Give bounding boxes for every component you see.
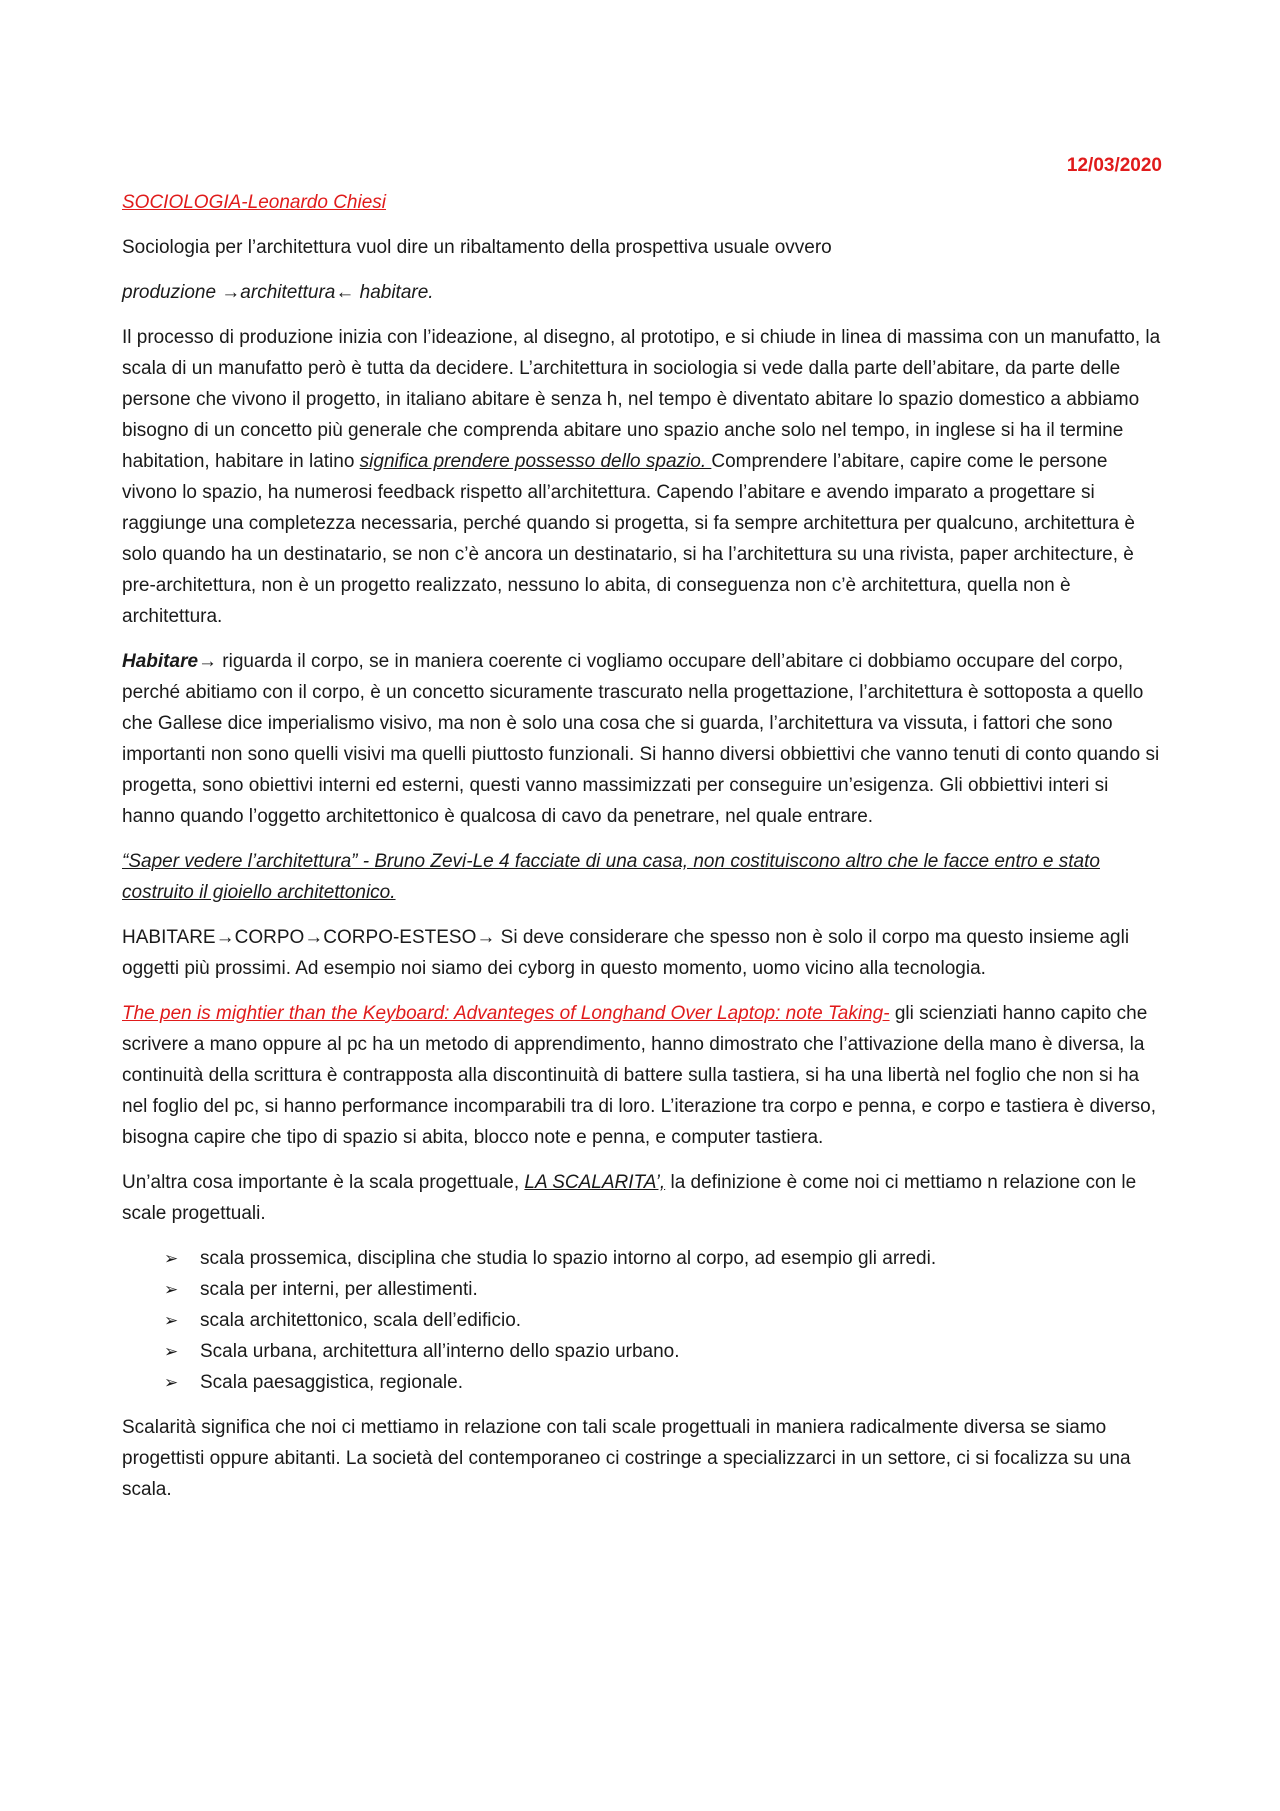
paragraph-text: la definizione è come noi ci mettiamo n relazione con le scale progettuali. xyxy=(122,1172,1137,1224)
list-item-text: Scala paesaggistica, regionale. xyxy=(200,1372,464,1393)
flow-line xyxy=(122,277,1162,308)
paragraph-text: Il processo di produzione inizia con l’ideazione, al disegno, al prototipo, e si chiude in linea di massima con un manufatto, la scala di un manufatto però è tutta da decidere. L’architettura in sociologia si vede dalla parte dell’abitare, da parte delle persone che vivono il progetto, in italiano abitare è senza h, nel tempo è diventato abitare lo spazio domestico a abbiamo bisogno di un concetto più generale che comprenda abitare uno spazio anche solo nel tempo, in inglese si ha il termine habitation, habitare in latino xyxy=(122,327,1161,472)
arrow-right-icon: → xyxy=(221,282,241,303)
arrow-right-icon: → xyxy=(304,927,324,948)
document-page xyxy=(122,150,1162,1519)
list-item-text: Scala urbana, architettura all’interno dello spazio urbano. xyxy=(200,1341,680,1362)
list-item-text: scala architettonico, scala dell’edificio. xyxy=(200,1310,522,1331)
document-date: 12/03/2020 xyxy=(1066,155,1162,176)
paragraph-corpo xyxy=(122,922,1162,984)
paragraph-scalarita xyxy=(122,1167,1162,1229)
arrow-right-icon: → xyxy=(215,927,235,948)
list-item-text: scala prossemica, disciplina che studia lo spazio intorno al corpo, ad esempio gli arredi. xyxy=(200,1248,937,1269)
scale-list xyxy=(122,1243,1162,1398)
arrow-right-icon: → xyxy=(198,651,218,672)
arrow-bullet-icon: ➢ xyxy=(164,1311,179,1330)
paragraph-text: Comprendere l’abitare, capire come le persone vivono lo spazio, ha numerosi feedback rispetto all’architettura. Capendo l’abitare e avendo imparato a progettare si raggiunge una completezza necessaria, perché quando si progetta, si fa sempre architettura per qualcuno, architettura è solo quando ha un destinatario, se non c’è ancora un destinatario, si ha l’architettura su una rivista, paper architecture, è pre-architettura, non è un progetto realizzato, nessuno lo abita, di conseguenza non c’è architettura, quella non è architettura. xyxy=(122,451,1135,627)
paragraph-text: Si deve considerare che spesso non è solo il corpo ma questo insieme agli oggetti più prossimi. Ad esempio noi siamo dei cyborg in questo momento, uomo vicino alla tecnologia. xyxy=(122,927,1130,979)
quote-text: “Saper vedere l’architettura” - Bruno Zevi-Le 4 facciate di una casa, non costituiscono altro che le facce entro e stato costruito il gioiello architettonico. xyxy=(122,851,1100,903)
arrow-bullet-icon: ➢ xyxy=(164,1249,179,1268)
term-corpo: CORPO xyxy=(234,927,305,948)
paragraph-habitare xyxy=(122,646,1162,832)
arrow-right-icon: → xyxy=(476,927,496,948)
arrow-bullet-icon: ➢ xyxy=(164,1280,179,1299)
list-item xyxy=(122,1305,1162,1336)
habitare-lead: Habitare xyxy=(122,651,199,672)
paragraph-text: gli scienziati hanno capito che scrivere a mano oppure al pc ha un metodo di apprendimento, hanno dimostrato che l’attivazione della mano è diversa, la continuità della scrittura è contrapposta alla discontinuità di battere sulla tastiera, si ha una libertà nel foglio che non si ha nel foglio del pc, si hanno performance incomparabili tra di loro. L’iterazione tra corpo e penna, e corpo e tastiera è diverso, bisogna capire che tipo di spazio si abita, blocco note e penna, e computer tastiera. xyxy=(122,1003,1156,1148)
heading-text: SOCIOLOGIA-Leonardo Chiesi xyxy=(122,192,387,213)
intro-paragraph: Sociologia per l’architettura vuol dire un ribaltamento della prospettiva usuale ovvero xyxy=(122,237,832,258)
list-item xyxy=(122,1274,1162,1305)
term-corpo-esteso: CORPO-ESTESO xyxy=(323,927,477,948)
list-item xyxy=(122,1243,1162,1274)
emphasis-text: LA SCALARITA’, xyxy=(524,1172,666,1193)
list-item xyxy=(122,1336,1162,1367)
quote-paragraph xyxy=(122,846,1162,908)
arrow-bullet-icon: ➢ xyxy=(164,1342,179,1361)
study-title: The pen is mightier than the Keyboard: Advanteges of Longhand Over Laptop: note Taking- xyxy=(122,1003,890,1024)
paragraph-text: riguarda il corpo, se in maniera coerente ci vogliamo occupare dell’abitare ci dobbiamo occupare del corpo, perché abitiamo con il corpo, è un concetto sicuramente trascurato nella progettazione, l’architettura è sottoposta a quello che Gallese dice imperialismo visivo, ma non è solo una cosa che si guarda, l’architettura va vissuta, i fattori che sono importanti non sono quelli visivi ma quelli piuttosto funzionali. Si hanno diversi obbiettivi che vanno tenuti di conto quando si progetta, sono obiettivi interni ed esterni, questi vanno massimizzati per conseguire un’esigenza. Gli obbiettivi interi si hanno quando l’oggetto architettonico è qualcosa di cavo da penetrare, nel quale entrare. xyxy=(122,651,1160,827)
emphasis-text: significa prendere possesso dello spazio. xyxy=(359,451,712,472)
paragraph-pen-keyboard xyxy=(122,998,1162,1153)
list-item-text: scala per interni, per allestimenti. xyxy=(200,1279,478,1300)
paragraph-text: Un’altra cosa importante è la scala progettuale, xyxy=(122,1172,525,1193)
paragraph-production xyxy=(122,322,1162,632)
document-heading xyxy=(122,187,1162,218)
flow-production: produzione xyxy=(122,282,222,303)
paragraph-conclusion: Scalarità significa che noi ci mettiamo in relazione con tali scale progettuali in maniera radicalmente diversa se siamo progettisti oppure abitanti. La società del contemporaneo ci costringe a specializzarci in un settore, ci si focalizza su una scala. xyxy=(122,1417,1131,1500)
flow-habitare: habitare. xyxy=(354,282,434,303)
flow-architecture: architettura xyxy=(240,282,336,303)
term-habitare: HABITARE xyxy=(122,927,216,948)
arrow-bullet-icon: ➢ xyxy=(164,1373,179,1392)
list-item xyxy=(122,1367,1162,1398)
arrow-left-icon: ← xyxy=(335,282,355,303)
